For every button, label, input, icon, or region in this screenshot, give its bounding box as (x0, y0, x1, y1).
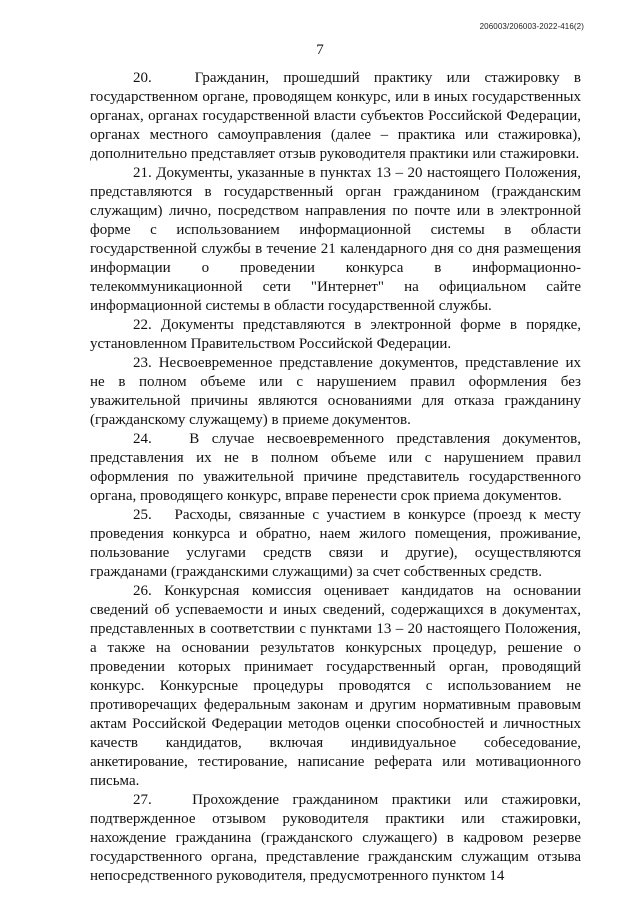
paragraph-21: 21. Документы, указанные в пунктах 13 – 20 настоящего Положения, представляются в государственный орган гражданином (гражданским служащим) лично, посредством направления по почте или в электронной форме с использованием информационной системы в области государственной службы в течение 21 календарного дня со дня размещения информации о проведении конкурса в информационно-телекоммуникационной сети "Интернет" на официальном сайте информационной системы в области государственной службы. (90, 165, 581, 314)
document-body (90, 69, 581, 886)
paragraph-24: 24. В случае несвоевременного представления документов, представления их не в полном объеме или с нарушением правил оформления по уважительной причине представитель государственного органа, проводящего конкурс, вправе перенести срок приема документов. (90, 431, 581, 504)
paragraph-27: 27. Прохождение гражданином практики или стажировки, подтвержденное отзывом руководителя практики или стажировки, нахождение гражданина (гражданского служащего) в кадровом резерве государственного органа, представление гражданским служащим отзыва непосредственного руководителя, предусмотренного пунктом 14 (90, 792, 581, 884)
paragraph-26: 26. Конкурсная комиссия оценивает кандидатов на основании сведений об успеваемости и иных сведений, содержащихся в документах, представленных в соответствии с пунктами 13 – 20 настоящего Положения, а также на основании результатов конкурсных процедур, решение о проведении которых принимает государственный орган, проводящий конкурс. Конкурсные процедуры проводятся с использованием не противоречащих федеральным законам и другим нормативным правовым актам Российской Федерации методов оценки способностей и личностных качеств кандидатов, включая индивидуальное собеседование, анкетирование, тестирование, написание реферата или мотивационного письма. (90, 583, 581, 789)
paragraph-25: 25. Расходы, связанные с участием в конкурсе (проезд к месту проведения конкурса и обратно, наем жилого помещения, проживание, пользование услугами средств связи и другие), осуществляются гражданами (гражданскими служащими) за счет собственных средств. (90, 507, 581, 580)
paragraph-20: 20. Гражданин, прошедший практику или стажировку в государственном органе, проводящем конкурс, или в иных государственных органах, органах государственной власти субъектов Российской Федерации, органах местного самоуправления (далее – практика или стажировка), дополнительно представляет отзыв руководителя практики или стажировки. (90, 70, 581, 162)
document-code: 206003/206003-2022-416(2) (479, 22, 584, 31)
paragraph-22: 22. Документы представляются в электронной форме в порядке, установленном Правительством Российской Федерации. (90, 317, 581, 352)
page-number: 7 (316, 42, 324, 58)
paragraph-23: 23. Несвоевременное представление документов, представление их не в полном объеме или с нарушением правил оформления без уважительной причины являются основаниями для отказа гражданину (гражданскому служащему) в приеме документов. (90, 355, 581, 428)
